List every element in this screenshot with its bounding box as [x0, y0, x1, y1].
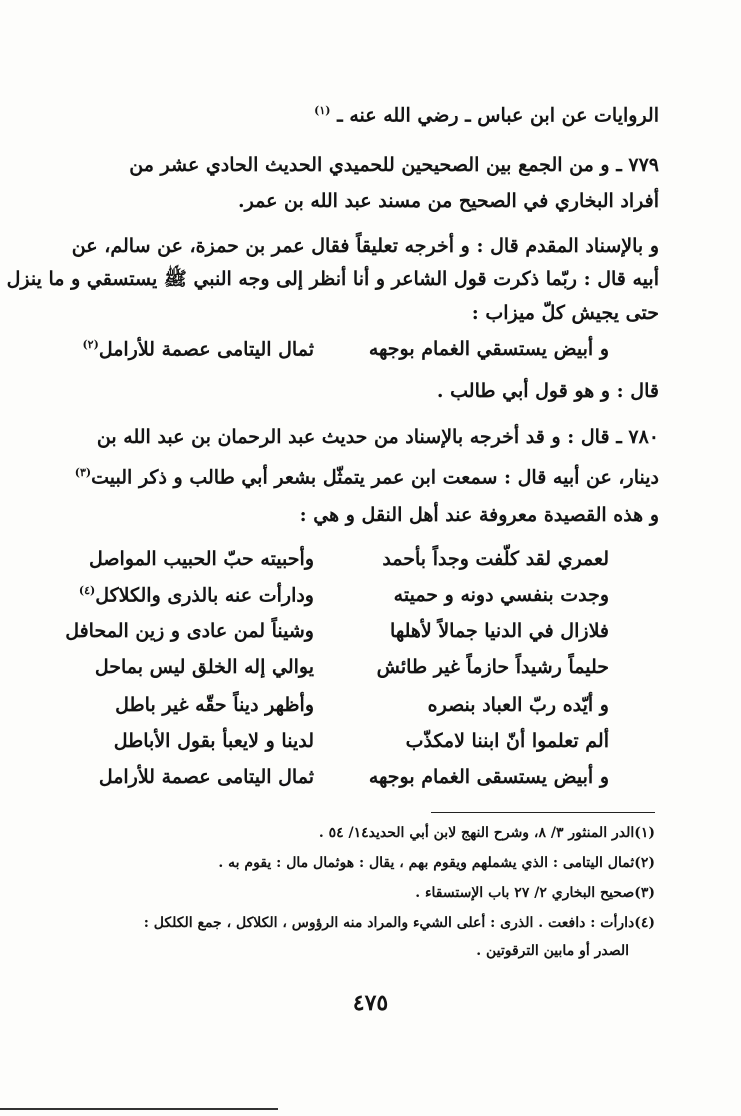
footnote-4: (٤)دارأت : دافعت . الذرى : أعلى الشيء والمراد منه الرؤوس ، الكلاكل ، جمع الكلكل :: [143, 915, 655, 931]
scan-edge-line: [0, 1108, 278, 1110]
text-line-intro: [74, 98, 659, 128]
poem-left-text: ودارأت عنه بالذرى والكلاكل: [95, 584, 314, 607]
hadith-780-line2: [74, 460, 659, 490]
page-number: ٤٧٥: [352, 990, 389, 1016]
text-line-4: أبيه قال : ربّما ذكرت قول الشاعر و أنا أنظر إلى وجه النبي ﷺ يستسقي و ما ينزل: [6, 268, 659, 290]
poem-left-hemistich: وأظهر ديناً حقّه غير باطل: [115, 694, 314, 716]
poem-right-hemistich: حليماً رشيداً حازماً غير طائش: [376, 656, 609, 678]
poem-left-hemistich: وشيناً لمن عادى و زين المحافل: [65, 620, 314, 642]
hadith-780-text-2: دينار، عن أبيه قال : سمعت ابن عمر يتمثّل بشعر أبي طالب و ذكر البيت: [91, 466, 659, 489]
poem-left-hemistich: وأحبيته حبّ الحبيب المواصل: [89, 548, 314, 570]
hadith-number-780: ٧٨٠ ـ: [616, 426, 659, 448]
poem-right-hemistich: وجدت بنفسي دونه و حميته: [393, 584, 609, 606]
poem-verse: [79, 656, 659, 686]
poem-right-hemistich: ألم تعلموا أنّ ابننا لامكذّب: [405, 730, 609, 752]
poem-verse: [79, 548, 659, 578]
footnote-1: (١)الدر المنثور ٣/ ٨، وشرح النهج لابن أبي الحديد١٤/ ٥٤ .: [318, 825, 655, 841]
poem-right-hemistich: فلازال في الدنيا جمالاً لأهلها: [390, 620, 609, 642]
single-verse: [79, 338, 659, 368]
poem-left-hemistich: [64, 584, 314, 606]
poem-left-hemistich: يوالي إله الخلق ليس بماحل: [94, 656, 314, 678]
verse-left-text: ثمال اليتامى عصمة للأرامل: [98, 338, 314, 361]
poem-right-hemistich: و أبيض يستسقى الغمام بوجهه: [368, 766, 609, 788]
poem-verse: [79, 730, 659, 760]
footnote-4-continued: الصدر أو مابين الترقوتين .: [476, 943, 629, 959]
poem-verse: [65, 620, 659, 650]
poem-left-hemistich: لدينا و لايعبأ بقول الأباطل: [113, 730, 314, 752]
intro-text: الروايات عن ابن عباس ـ رضي الله عنه ـ: [337, 104, 659, 127]
poem-verse: [79, 584, 659, 614]
hadith-779-line2: أفراد البخاري في الصحيح من مسند عبد الله بن عمر.: [238, 190, 659, 212]
footnote-ref-3: (٣): [74, 466, 92, 479]
footnote-ref-2: (٢): [82, 338, 99, 351]
hadith-780-line1: [74, 424, 659, 450]
poem-right-hemistich: و أيّده ربّ العباد بنصره: [427, 694, 609, 716]
footnote-separator: [431, 812, 655, 813]
verse-right-hemistich: و أبيض يستسقي الغمام بوجهه: [368, 338, 609, 360]
footnote-ref-4: (٤): [78, 584, 96, 597]
text-line-10: و هذه القصيدة معروفة عند أهل النقل و هي :: [299, 504, 659, 526]
footnote-3: (٣)صحيح البخاري ٢/ ٢٧ باب الإستسقاء .: [415, 885, 655, 901]
text-line-7: قال : و هو قول أبي طالب .: [436, 380, 659, 402]
poem-verse: [79, 694, 659, 724]
hadith-780-text: قال : و قد أخرجه بالإسناد من حديث عبد الرحمان بن عبد الله بن: [96, 426, 610, 448]
poem-verse: [79, 766, 659, 796]
footnote-2: (٢)ثمال اليتامى : الذي يشملهم ويقوم بهم ، يقال : هوثمال مال : يقوم به .: [218, 855, 655, 871]
text-line-5: حتى يجيش كلّ ميزاب :: [471, 302, 659, 324]
hadith-779-text: و من الجمع بين الصحيحين للحميدي الحديث الحادي عشر من: [129, 154, 610, 176]
hadith-779-line1: [74, 152, 659, 178]
verse-left-hemistich: [64, 338, 314, 360]
poem-left-hemistich: ثمال اليتامى عصمة للأرامل: [98, 766, 314, 788]
footnote-ref-1: (١): [314, 104, 331, 117]
text-line-3: و بالإسناد المقدم قال : و أخرجه تعليقاً فقال عمر بن حمزة، عن سالم، عن: [71, 235, 659, 257]
hadith-number-779: ٧٧٩ ـ: [616, 154, 659, 176]
poem-right-hemistich: لعمري لقد كلّفت وجداً بأحمد: [382, 548, 609, 570]
